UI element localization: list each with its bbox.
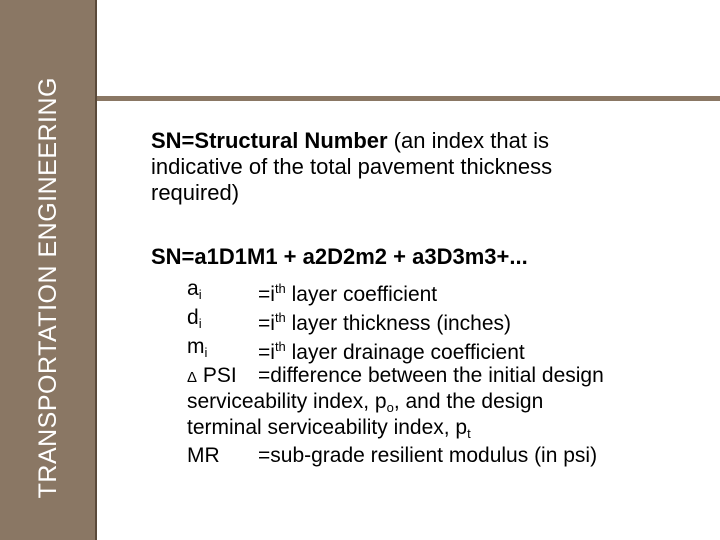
delta-icon: Δ <box>187 369 198 386</box>
definitions-list <box>187 276 677 472</box>
definition-text: $=i^{th}$ layer thickness (inches) <box>258 310 512 335</box>
slide-content <box>151 128 691 270</box>
structural-number-term: SN=Structural Number <box>151 128 388 153</box>
header-rule <box>97 96 720 101</box>
sidebar-title-text: TRANSPORTATION ENGINEERING <box>34 76 62 498</box>
sidebar-title <box>2 0 95 540</box>
definition-delta-psi <box>187 363 677 441</box>
definition-text: =sub-grade resilient modulus (in psi) <box>258 444 598 467</box>
structural-number-description <box>151 128 691 206</box>
description-line-3: required) <box>151 180 240 205</box>
definition-symbol: $a_i$ <box>187 277 202 302</box>
description-line-1: (an index that is <box>387 128 549 153</box>
definition-symbol: $d_i$ <box>187 306 202 331</box>
structural-number-formula: SN=a1D1M1 + a2D2m2 + a3D3m3+... <box>151 244 528 269</box>
definition-symbol: MR <box>187 444 220 467</box>
definition-symbol: Δ PSI <box>187 364 237 387</box>
definition-text: $=i^{th}$ layer coefficient <box>258 281 438 306</box>
definition-m <box>187 334 677 363</box>
definition-text-continued: terminal serviceability index, $p_t$ <box>187 416 471 441</box>
definition-symbol: $m_i$ <box>187 335 208 360</box>
definition-text: =difference between the initial design <box>258 364 604 387</box>
definition-text-continued: serviceability index, $p_o$, and the design <box>187 390 544 415</box>
definition-text: $=i^{th}$ layer drainage coefficient <box>258 339 525 364</box>
description-line-2: indicative of the total pavement thickness <box>151 154 553 179</box>
definition-d <box>187 305 677 334</box>
definition-mr <box>187 443 677 472</box>
definition-a <box>187 276 677 305</box>
